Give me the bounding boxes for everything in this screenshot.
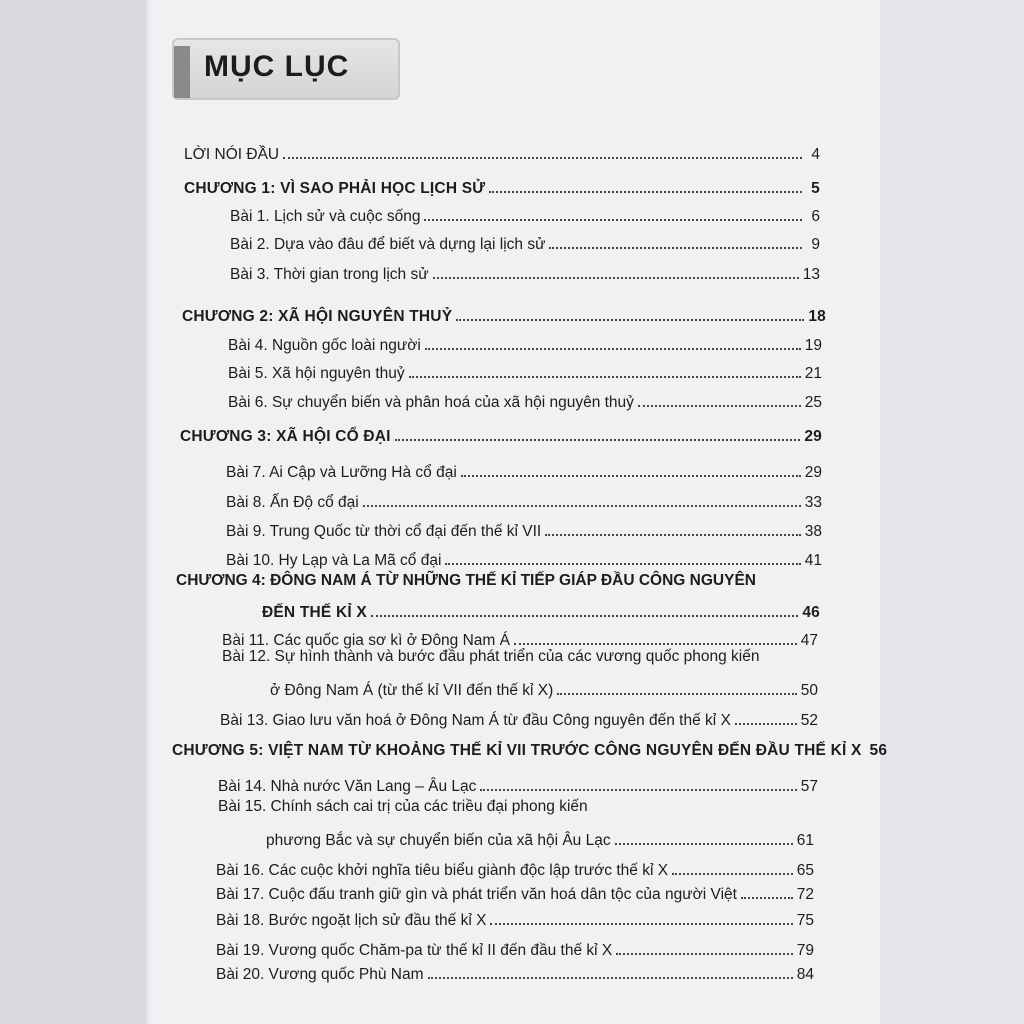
toc-entry-10-page-number: 29	[804, 428, 822, 445]
dot-leader	[557, 693, 796, 695]
toc-lesson-row[interactable]	[216, 960, 814, 984]
toc-entry-16-label: Bài 11. Các quốc gia sơ kì ở Đông Nam Á	[222, 632, 510, 649]
toc-entry-26-page-number: 84	[796, 966, 814, 983]
dot-leader	[428, 977, 793, 979]
toc-entry-21-page-number: 61	[796, 832, 814, 849]
dot-leader	[461, 475, 801, 477]
toc-entry-18-label: Bài 13. Giao lưu văn hoá ở Đông Nam Á từ đầu Công nguyên đến thế kỉ X	[220, 712, 731, 729]
toc-entry-16-page-number: 47	[800, 632, 818, 649]
toc-entry-26-label: Bài 20. Vương quốc Phù Nam	[216, 966, 424, 983]
dot-leader	[615, 843, 793, 845]
dot-leader	[283, 157, 802, 159]
toc-entry-2-label: CHƯƠNG 1: VÌ SAO PHẢI HỌC LỊCH SỬ	[184, 180, 486, 197]
dot-leader	[363, 505, 801, 507]
toc-entry-22-label: Bài 16. Các cuộc khởi nghĩa tiêu biểu giành độc lập trước thế kỉ X	[216, 862, 669, 879]
dot-leader	[490, 923, 792, 925]
toc-entry-1-page-number: 4	[811, 146, 820, 163]
toc-lesson-row[interactable]	[226, 546, 822, 570]
toc-entry-14-label: Bài 10. Hy Lạp và La Mã cổ đại	[226, 552, 442, 569]
toc-lesson-row[interactable]	[266, 826, 814, 850]
toc-entry-11-label: Bài 7. Ai Cập và Lưỡng Hà cổ đại	[226, 464, 457, 481]
toc-lesson-row[interactable]	[228, 388, 822, 412]
dot-leader	[425, 348, 801, 350]
toc-entry-2-page-number: 5	[811, 180, 820, 197]
toc-entry-12-page-number: 33	[804, 494, 822, 511]
toc-entry-13-label: Bài 9. Trung Quốc từ thời cổ đại đến thế kỉ VII	[226, 523, 542, 540]
next-page-edge	[880, 0, 1024, 1024]
toc-entry-19-page-number: 56	[869, 742, 888, 759]
toc-entry-14-page-number: 41	[804, 552, 822, 569]
dot-leader	[735, 723, 797, 725]
toc-entry-15-label: CHƯƠNG 4: ĐÔNG NAM Á TỪ NHỮNG THẾ KỈ TIẾP GIÁP ĐẦU CÔNG NGUYÊN	[176, 572, 756, 589]
toc-entry-25-page-number: 79	[796, 942, 814, 959]
toc-lesson-row[interactable]	[222, 626, 818, 650]
toc-chapter-row[interactable]	[262, 598, 820, 622]
toc-entry-13-page-number: 38	[804, 523, 822, 540]
toc-entry-20-page-number: 57	[800, 778, 818, 795]
toc-lesson-row[interactable]	[216, 880, 814, 904]
dot-leader	[545, 534, 801, 536]
dot-leader	[741, 897, 793, 899]
toc-entry-25-label: Bài 19. Vương quốc Chăm-pa từ thế kỉ II đến đầu thế kỉ X	[216, 942, 613, 959]
dot-leader	[549, 247, 802, 249]
toc-entry-6-label: CHƯƠNG 2: XÃ HỘI NGUYÊN THUỶ	[182, 308, 453, 325]
toc-lesson-row[interactable]	[270, 676, 818, 700]
toc-chapter-row[interactable]	[180, 422, 822, 446]
toc-entry-19-label: CHƯƠNG 5: VIỆT NAM TỪ KHOẢNG THẾ KỈ VII TRƯỚC CÔNG NGUYÊN ĐẾN ĐẦU THẾ KỈ X	[172, 742, 862, 759]
toc-entry-3-label: Bài 1. Lịch sử và cuộc sống	[230, 208, 421, 225]
dot-leader	[638, 405, 801, 407]
dot-leader	[489, 191, 802, 193]
toc-entry-17-page-number: 50	[800, 682, 818, 699]
toc-entry-12-label: Bài 8. Ấn Độ cổ đại	[226, 494, 359, 511]
toc-entry-20-label: Bài 14. Nhà nước Văn Lang – Âu Lạc	[218, 778, 477, 795]
toc-entry-24-label: Bài 18. Bước ngoặt lịch sử đầu thế kỉ X	[216, 912, 487, 929]
page-fold-shadow	[146, 0, 152, 1024]
toc-lesson-row[interactable]	[216, 906, 814, 930]
toc-lesson-row[interactable]	[228, 331, 822, 355]
dot-leader	[672, 873, 793, 875]
dot-leader	[480, 789, 796, 791]
toc-entry-17-label: Bài 12. Sự hình thành và bước đầu phát triển của các vương quốc phong kiến	[222, 648, 760, 665]
toc-lesson-row[interactable]	[216, 936, 814, 960]
toc-lesson-row[interactable]	[226, 458, 822, 482]
toc-entry-4-page-number: 9	[811, 236, 820, 253]
toc-entry-3-page-number: 6	[811, 208, 820, 225]
toc-entry-15-page-number: 46	[802, 604, 820, 621]
toc-entry-5-page-number: 13	[802, 266, 820, 283]
toc-chapter-row[interactable]	[182, 302, 826, 326]
toc-entry-22-page-number: 65	[796, 862, 814, 879]
toc-lesson-row[interactable]	[226, 488, 822, 512]
toc-entry-1-label: LỜI NÓI ĐẦU	[184, 146, 280, 163]
toc-lesson-row[interactable]	[220, 706, 818, 730]
toc-entry-21-label-continuation: phương Bắc và sự chuyển biến của xã hội Âu Lạc	[266, 832, 611, 849]
toc-entry-23-label: Bài 17. Cuộc đấu tranh giữ gìn và phát triển văn hoá dân tộc của người Việt	[216, 886, 737, 903]
dot-leader	[371, 615, 798, 617]
toc-lesson-row[interactable]	[230, 260, 820, 284]
dot-leader	[395, 439, 801, 441]
dot-leader	[514, 643, 797, 645]
toc-entry-18-page-number: 52	[800, 712, 818, 729]
toc-lesson-row[interactable]	[226, 517, 822, 541]
toc-entry-15-label-continuation: ĐẾN THẾ KỈ X	[262, 604, 367, 621]
dot-leader	[409, 376, 801, 378]
toc-lesson-row[interactable]	[230, 202, 820, 226]
toc-chapter-row[interactable]	[172, 736, 888, 760]
toc-chapter-row[interactable]	[184, 174, 820, 198]
toc-entry-4-label: Bài 2. Dựa vào đâu để biết và dựng lại lịch sử	[230, 236, 546, 253]
toc-entry-23-page-number: 72	[796, 886, 814, 903]
dot-leader	[424, 219, 802, 221]
title-banner-tab	[174, 46, 190, 98]
dot-leader	[456, 319, 804, 321]
toc-entry-8-label: Bài 5. Xã hội nguyên thuỷ	[228, 365, 405, 382]
toc-entry-10-label: CHƯƠNG 3: XÃ HỘI CỔ ĐẠI	[180, 428, 391, 445]
toc-lesson-row[interactable]	[230, 230, 820, 254]
dot-leader	[445, 563, 800, 565]
toc-lesson-row[interactable]	[228, 359, 822, 383]
toc-entry-7-label: Bài 4. Nguồn gốc loài người	[228, 337, 421, 354]
toc-entry-17-label-continuation: ở Đông Nam Á (từ thế kỉ VII đến thế kỉ X)	[270, 682, 554, 699]
toc-entry-5-label: Bài 3. Thời gian trong lịch sử	[230, 266, 429, 283]
toc-lesson-row[interactable]	[218, 772, 818, 796]
dot-leader	[433, 277, 799, 279]
page-title: MỤC LỤC	[204, 50, 350, 83]
toc-entry-21-label: Bài 15. Chính sách cai trị của các triều đại phong kiến	[218, 798, 588, 815]
toc-entry-7-page-number: 19	[804, 337, 822, 354]
toc-entry-9-page-number: 25	[804, 394, 822, 411]
toc-front-row[interactable]	[184, 140, 820, 164]
toc-entry-8-page-number: 21	[804, 365, 822, 382]
toc-entry-6-page-number: 18	[808, 308, 826, 325]
toc-entry-9-label: Bài 6. Sự chuyển biến và phân hoá của xã hội nguyên thuỷ	[228, 394, 634, 411]
toc-entry-24-page-number: 75	[796, 912, 814, 929]
toc-lesson-row[interactable]	[216, 856, 814, 880]
dot-leader	[616, 953, 793, 955]
toc-entry-11-page-number: 29	[804, 464, 822, 481]
